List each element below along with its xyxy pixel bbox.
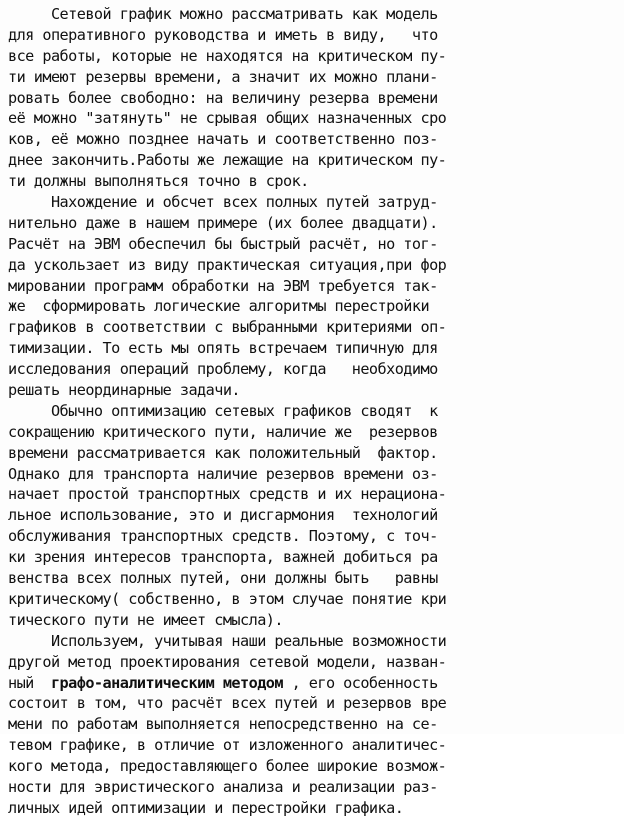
text-line: для оперативного руководства и иметь в виду, что: [8, 25, 438, 44]
text-line: Расчёт на ЭВМ обеспечил бы быстрый расчёт, но тог-: [8, 234, 438, 253]
text-line: другой метод проектирования сетевой модели, назван-: [8, 652, 447, 671]
text-line: состоит в том, что расчёт всех путей и резервов вре: [8, 694, 447, 713]
text-line: днее закончить.Работы же лежащие на критическом пу-: [8, 151, 447, 170]
bold-term: графо-аналитическим методом: [50, 673, 283, 692]
text-line: ровать более свободно: на величину резерва времени: [8, 88, 438, 107]
text-line: ти имеют резервы времени, а значит их можно плани-: [8, 67, 438, 86]
text-line: льное использование, это и дисгармония технологий: [8, 506, 438, 525]
text-line: графиков в соответствии с выбранными критериями оп-: [8, 318, 447, 337]
text-line: кого метода, предоставляющего более широкие возмож-: [8, 757, 447, 776]
body-text: [8, 4, 620, 819]
text-line: решать неординарные задачи.: [8, 381, 241, 400]
text-line: мировании программ обработки на ЭВМ требуется так-: [8, 276, 438, 295]
text-line: же сформировать логические алгоритмы перестройки: [8, 297, 430, 316]
text-line: времени рассматривается как положительный фактор.: [8, 443, 438, 462]
text-line: ности для эвристического анализа и реализации раз-: [8, 777, 438, 796]
text-line: тического пути не имеет смысла).: [8, 610, 283, 629]
text-line: ков, её можно позднее начать и соответственно поз-: [8, 130, 438, 149]
line-suffix: , его особенность: [283, 673, 438, 692]
text-line: личных идей оптимизации и перестройки графика.: [8, 798, 404, 817]
text-line: сокращению критического пути, наличие же резервов: [8, 422, 438, 441]
text-line: нительно даже в нашем примере (их более двадцати).: [8, 213, 438, 232]
text-line: тимизации. То есть мы опять встречаем типичную для: [8, 339, 438, 358]
text-line: её можно "затянуть" не срывая общих назначенных сро: [8, 109, 447, 128]
text-line: Однако для транспорта наличие резервов времени оз-: [8, 464, 438, 483]
text-line: Нахождение и обсчет всех полных путей затруд-: [8, 193, 438, 212]
text-line: тевом графике, в отличие от изложенного аналитичес-: [8, 736, 447, 755]
text-line: Используем, учитывая наши реальные возможности: [8, 631, 447, 650]
line-prefix: ный: [8, 673, 51, 692]
text-line: Обычно оптимизацию сетевых графиков сводят к: [8, 401, 438, 420]
text-line: начает простой транспортных средств и их нерациона-: [8, 485, 447, 504]
text-line: да ускользает из виду практическая ситуация,при фор: [8, 255, 447, 274]
text-line: исследования операций проблему, когда необходимо: [8, 360, 438, 379]
text-line: все работы, которые не находятся на критическом пу-: [8, 46, 447, 65]
text-line: Сетевой график можно рассматривать как модель: [8, 5, 438, 23]
text-line: обслуживания транспортных средств. Поэтому, с точ-: [8, 527, 438, 546]
text-line: ки зрения интересов транспорта, важней добиться ра: [8, 548, 438, 567]
text-line: критическому( собственно, в этом случае понятие кри: [8, 589, 447, 608]
text-line: мени по работам выполняется непосредственно на се-: [8, 715, 438, 734]
text-line: венства всех полных путей, они должны быть равны: [8, 569, 438, 588]
text-line: ти должны выполняться точно в срок.: [8, 172, 309, 191]
text-line-with-bold: [8, 673, 620, 694]
